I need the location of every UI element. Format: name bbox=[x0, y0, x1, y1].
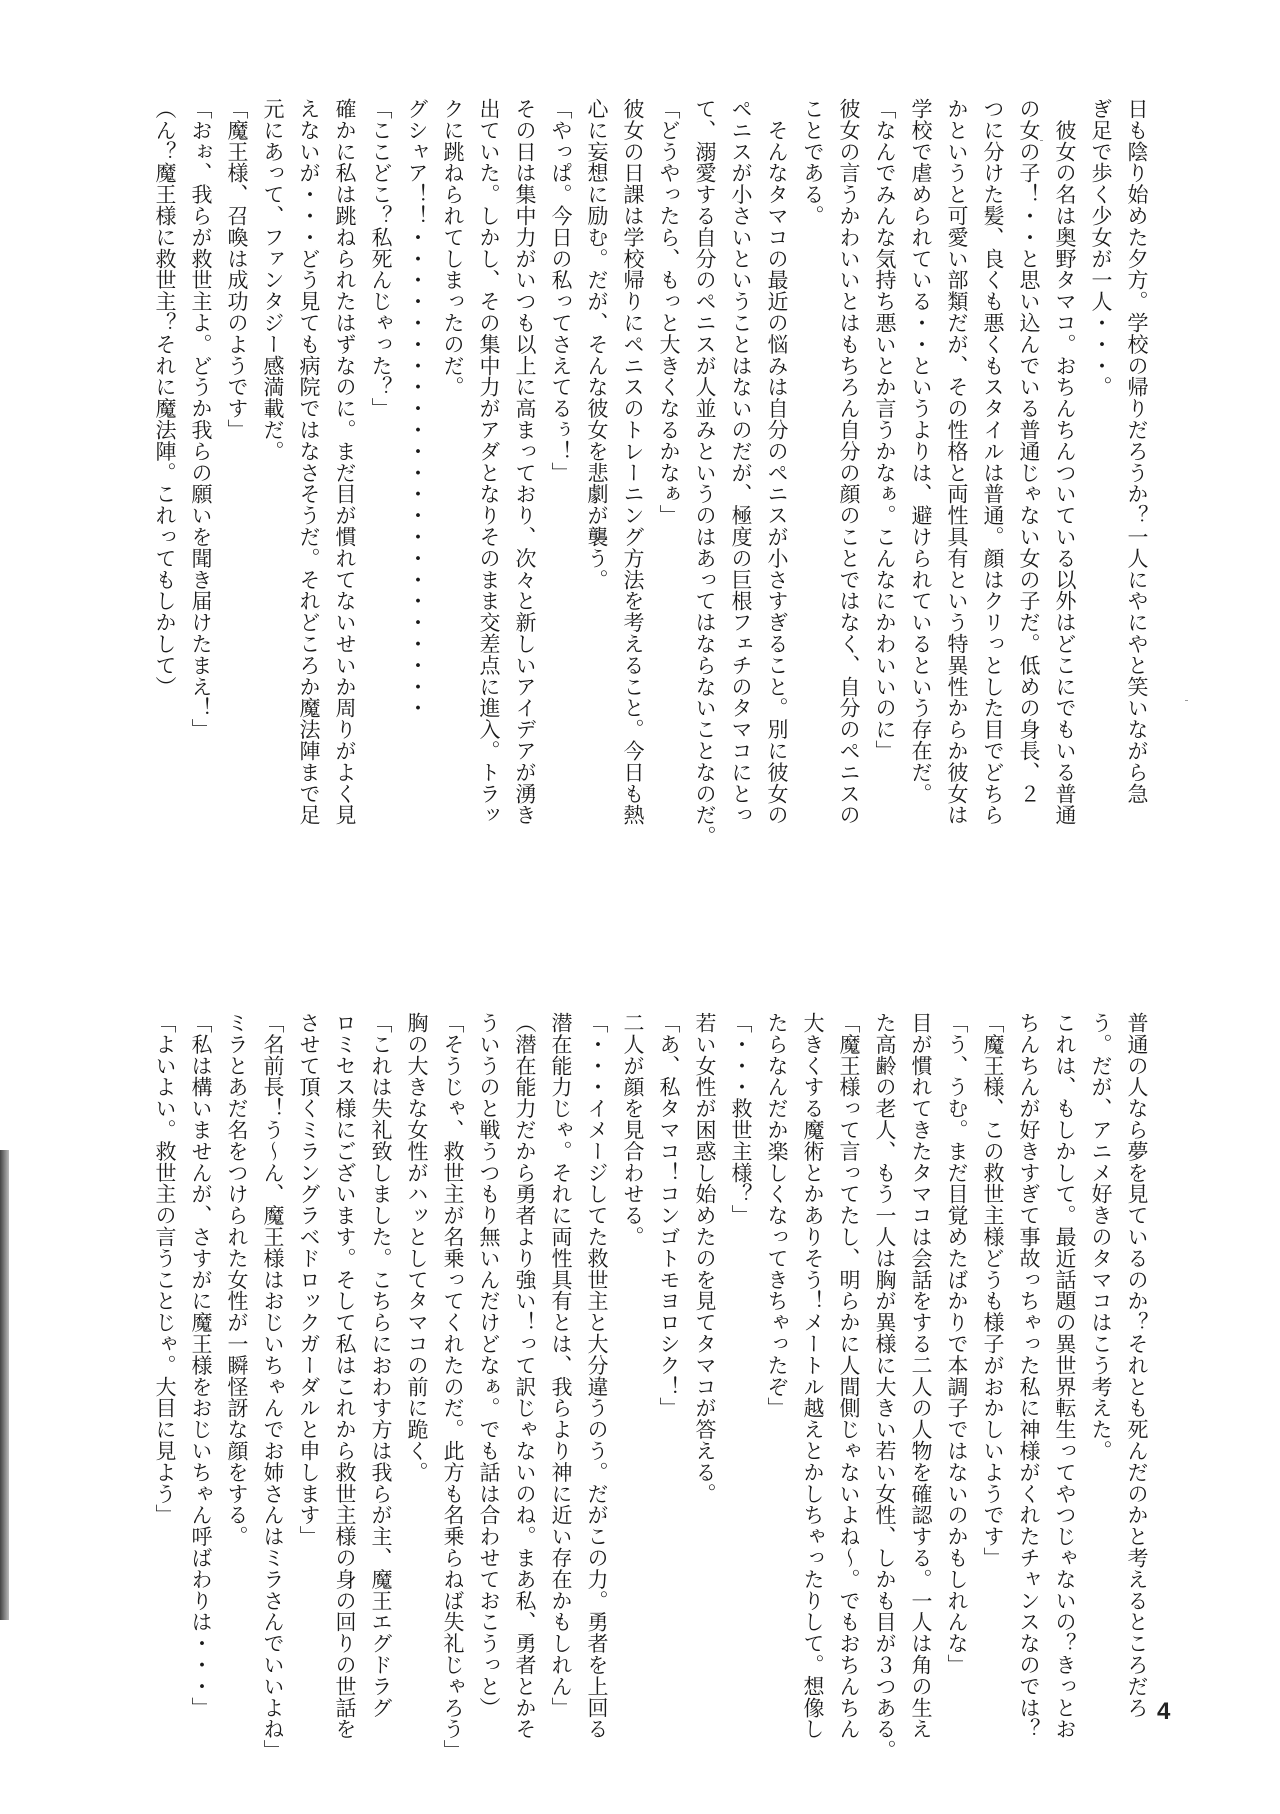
text-line: 「これは失礼致しました。こちらにおわす方は我らが主、魔王エグドラグ bbox=[369, 1012, 393, 1719]
text-line: かというと可愛い部類だが、その性格と両性具有という特異性からか彼女は bbox=[945, 98, 969, 826]
text-line: 「よいよい。救世主の言うことじゃ。大目に見よう」 bbox=[153, 1012, 177, 1526]
text-line: 「魔王様って言ってたし、明らかに人間側じゃないよね～。でもおちんちん bbox=[837, 1012, 861, 1740]
text-line: その日は集中力がいつも以上に高まっており、次々と新しいアイデアが湧き bbox=[513, 98, 537, 826]
text-line: クに跳ねられてしまったのだ。 bbox=[441, 98, 465, 398]
text-line: これは、もしかして。最近話題の異世界転生ってやつじゃないの？きっとお bbox=[1053, 1012, 1077, 1740]
text-line: 「魔王様、召喚は成功のようです」 bbox=[225, 98, 249, 441]
text-line: 確かに私は跳ねられたはずなのに。まだ目が慣れてないせいか周りがよく見 bbox=[333, 98, 357, 826]
bottom-text-block bbox=[145, 1012, 1155, 1772]
text-line: 「なんでみんな気持ち悪いとか言うかなぁ。こんなにかわいいのに」 bbox=[873, 98, 897, 762]
text-line: 彼女の日課は学校帰りにペニスのトレーニング方法を考えること。今日も熱 bbox=[621, 98, 645, 826]
text-line: て、溺愛する自分のペニスが人並みというのはあってはならないことなのだ。 bbox=[693, 98, 717, 847]
text-line: えないが・・・どう見ても病院ではなさそうだ。それどころか魔法陣まで足 bbox=[297, 98, 321, 826]
text-line: 大きくする魔術とかありそう！メートル越えとかしちゃったりして。想像し bbox=[801, 1012, 825, 1740]
text-line: 「名前長！う～ん、魔王様はおじいちゃんでお姉さんはミラさんでいいよね」 bbox=[261, 1012, 285, 1761]
scan-edge-shadow bbox=[0, 1150, 9, 1620]
text-line: ことである。 bbox=[801, 98, 825, 227]
text-line: 「魔王様、この救世主様どうも様子がおかしいようです」 bbox=[981, 1012, 1005, 1569]
text-line: グシャア！！・・・・・・・・・・・・・・・・・・・・・・・ bbox=[405, 98, 429, 719]
text-line: 目が慣れてきたタマコは会話をする二人の人物を確認する。一人は角の生え bbox=[909, 1012, 933, 1740]
text-line: 元にあって、ファンタジー感満載だ。 bbox=[261, 98, 285, 462]
text-line: た高齢の老人、もう一人は胸が異様に大きい若い女性、しかも目が３つある。 bbox=[873, 1012, 897, 1761]
text-line: （ん？魔王様に救世主？それに魔法陣。これってもしかして） bbox=[153, 98, 177, 698]
text-line: 「あ、私タマコ！コンゴトモヨロシク！」 bbox=[657, 1012, 681, 1419]
text-line: 普通の人なら夢を見ているのか？それとも死んだのかと考えるところだろ bbox=[1125, 1012, 1149, 1719]
text-line: 「そうじゃ、救世主が名乗ってくれたのだ。此方も名乗らねば失礼じゃろう」 bbox=[441, 1012, 465, 1761]
text-line: つに分けた髪、良くも悪くもスタイルは普通。顔はクリっとした目でどちら bbox=[981, 98, 1005, 826]
text-line: たらなんだか楽しくなってきちゃったぞ」 bbox=[765, 1012, 789, 1419]
text-line: 若い女性が困惑し始めたのを見てタマコが答える。 bbox=[693, 1012, 717, 1505]
text-line: させて頂くミラングラベドロックガーダルと申します」 bbox=[297, 1012, 321, 1547]
text-line: 彼女の名は奥野タマコ。おちんちんついている以外はどこにでもいる普通 bbox=[1053, 98, 1077, 826]
top-text-block bbox=[145, 98, 1155, 858]
text-line: 「どうやったら、もっと大きくなるかなぁ」 bbox=[657, 98, 681, 526]
text-line: 「おぉ、我らが救世主よ。どうか我らの願いを聞き届けたまえ！」 bbox=[189, 98, 213, 740]
text-line: 心に妄想に励む。だが、そんな彼女を悲劇が襲う。 bbox=[585, 98, 609, 591]
text-line: そんなタマコの最近の悩みは自分のペニスが小さすぎること。別に彼女の bbox=[765, 98, 789, 826]
text-line: 「・・・イメージしてた救世主と大分違うのう。だがこの力。勇者を上回る bbox=[585, 1012, 609, 1740]
text-line: ちんちんが好きすぎて事故っちゃった私に神様がくれたチャンスなのでは？ bbox=[1017, 1012, 1041, 1740]
page-number: 4 bbox=[1157, 1698, 1171, 1725]
text-line: の女の子！・・と思い込んでいる普通じゃない女の子だ。低めの身長、２ bbox=[1017, 98, 1041, 805]
text-line: ロミセス様にございます。そして私はこれから救世主様の身の回りの世話を bbox=[333, 1012, 357, 1740]
text-line: 潜在能力じゃ。それに両性具有とは、我らより神に近い存在かもしれん」 bbox=[549, 1012, 573, 1719]
text-line: ういうのと戦うつもり無いんだけどなぁ。でも話は合わせておこうっと） bbox=[477, 1012, 501, 1719]
text-line: 「う、うむ。まだ目覚めたばかりで本調子ではないのかもしれんな」 bbox=[945, 1012, 969, 1676]
text-line: 「・・・救世主様？」 bbox=[729, 1012, 753, 1226]
scan-speck bbox=[1185, 700, 1188, 701]
text-line: 胸の大きな女性がハッとしてタマコの前に跪く。 bbox=[405, 1012, 429, 1483]
text-line: ぎ足で歩く少女が一人・・・。 bbox=[1089, 98, 1113, 398]
text-line: ミラとあだ名をつけられた女性が一瞬怪訝な顔をする。 bbox=[225, 1012, 249, 1547]
text-line: 「私は構いませんが、さすがに魔王様をおじいちゃん呼ばわりは・・・」 bbox=[189, 1012, 213, 1719]
text-line: 「やっぱ。今日の私ってさえてるぅ！」 bbox=[549, 98, 573, 484]
text-line: 日も陰り始めた夕方。学校の帰りだろうか？一人にやにやと笑いながら急 bbox=[1125, 98, 1149, 805]
text-line: 出ていた。しかし、その集中力がアダとなりそのまま交差点に進入。トラッ bbox=[477, 98, 501, 826]
text-line: 彼女の言うかわいいとはもちろん自分の顔のことではなく、自分のペニスの bbox=[837, 98, 861, 826]
text-line: 学校で虐められている・・というよりは、避けられているという存在だ。 bbox=[909, 98, 933, 805]
text-line: ペニスが小さいということはないのだが、極度の巨根フェチのタマコにとっ bbox=[729, 98, 753, 826]
text-line: 「ここどこ？私死んじゃった？」 bbox=[369, 98, 393, 419]
text-line: う。だが、アニメ好きのタマコはこう考えた。 bbox=[1089, 1012, 1113, 1462]
text-line: （潜在能力だから勇者より強い！って訳じゃないのね。まあ私、勇者とかそ bbox=[513, 1012, 537, 1740]
text-line: 二人が顔を見合わせる。 bbox=[621, 1012, 645, 1248]
